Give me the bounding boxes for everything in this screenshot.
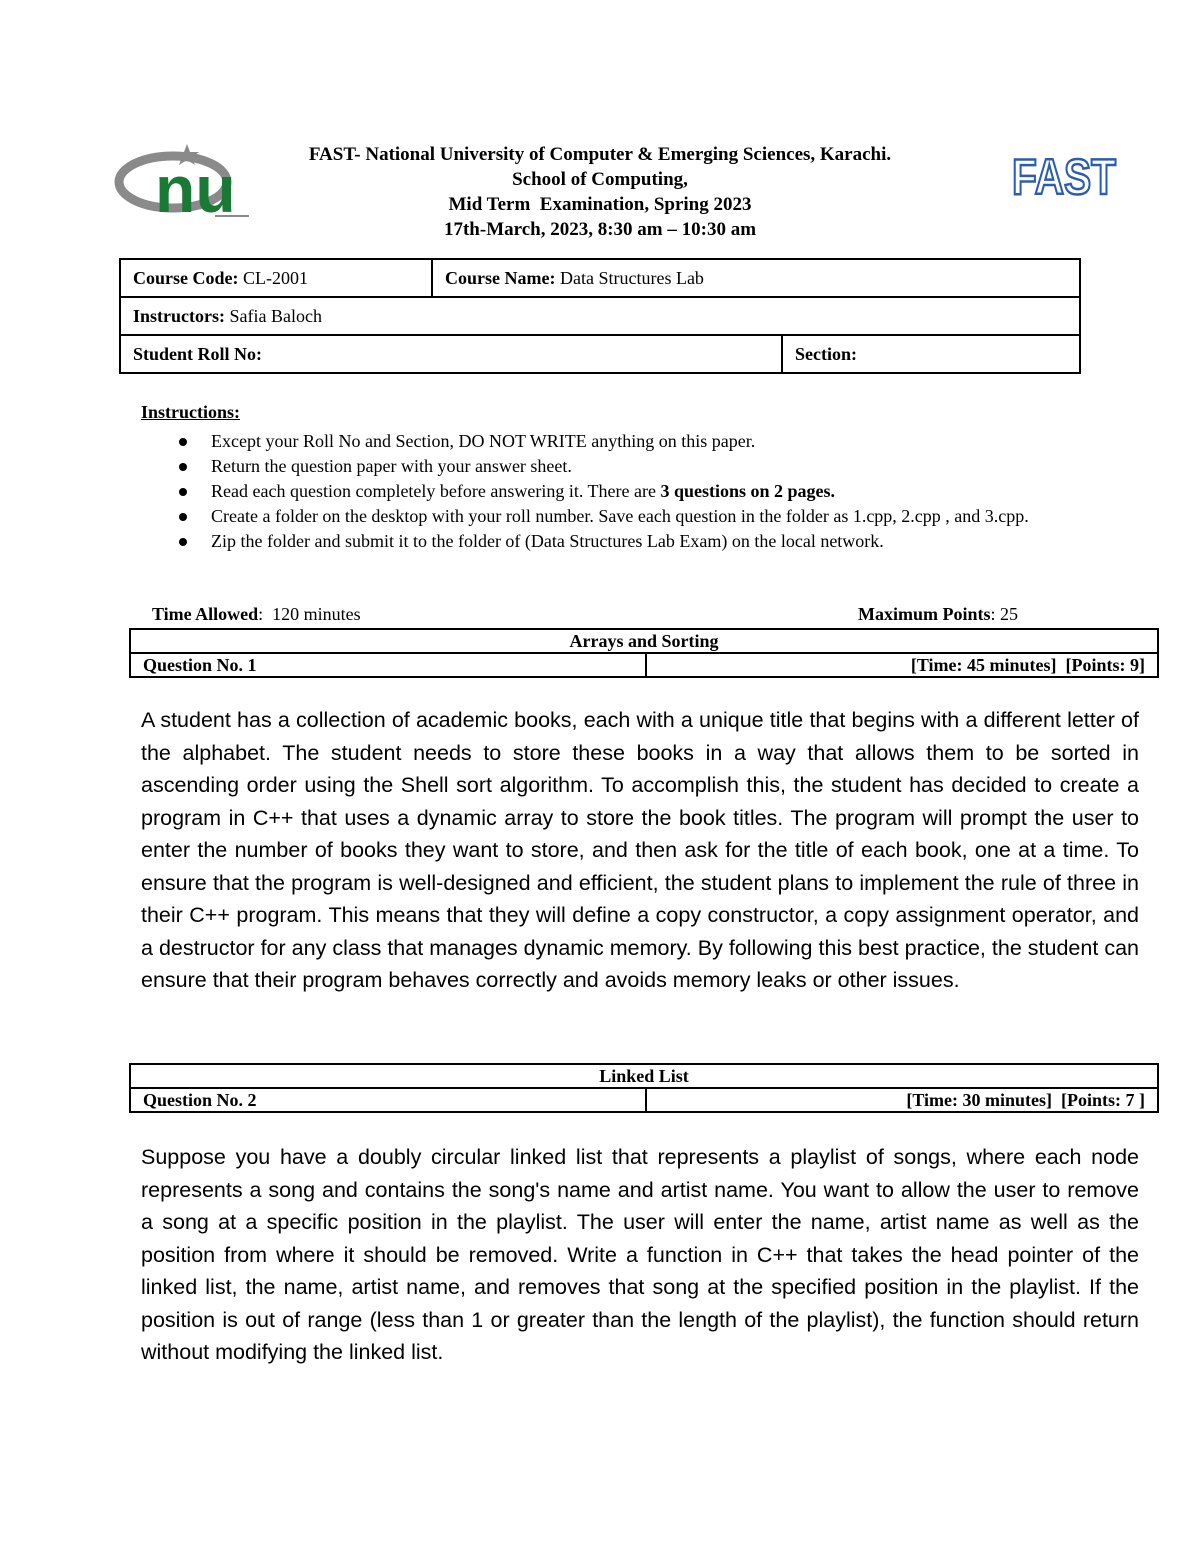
question-2-number: Question No. 2 [130, 1088, 646, 1112]
school-name: School of Computing, [512, 169, 688, 190]
time-allowed-value: : 120 minutes [258, 604, 361, 624]
section-label: Section: [795, 343, 857, 364]
course-name-label: Course Name: [445, 267, 556, 288]
question-2-text: Suppose you have a doubly circular linked list that represents a playlist of songs, where each node represents a song and contains the song's name and artist name. You want to allow the user to remove a song at a specific position in the playlist. The user will enter the name, artist name as well as the position from where it should be removed. Write a function in C++ that takes the head pointer of the linked list, the name, artist name, and removes that song at the specified position in the playlist. If the position is out of range (less than 1 or greater than the length of the playlist), the function should return without modifying the linked list. [141, 1145, 1139, 1364]
svg-text:FAST: FAST [1012, 149, 1116, 205]
question-1-number: Question No. 1 [130, 653, 646, 677]
instruction-text: Read each question completely before answering it. There are [211, 481, 661, 501]
course-code-label: Course Code: [133, 267, 239, 288]
exam-title: Mid Term Examination, Spring 2023 [448, 194, 752, 215]
instruction-item: Zip the folder and submit it to the folder of (Data Structures Lab Exam) on the local network. [141, 529, 1071, 554]
question-1-header [129, 628, 1159, 678]
section-cell[interactable] [782, 335, 1080, 373]
course-code-value: CL-2001 [243, 267, 308, 288]
instructions-title: Instructions: [141, 402, 241, 422]
svg-text:nu: nu [155, 152, 236, 226]
student-roll-label: Student Roll No: [133, 343, 263, 364]
university-name: FAST- National University of Computer & Emerging Sciences, Karachi. [308, 144, 892, 165]
instruction-emphasis: 3 questions on 2 pages. [660, 481, 836, 501]
instruction-item [141, 479, 1071, 504]
exam-header [0, 142, 1200, 242]
instructors-value: Safia Baloch [229, 305, 322, 326]
instruction-item: Create a folder on the desktop with your roll number. Save each question in the folder as 1.cpp, 2.cpp , and 3.cpp. [141, 504, 1071, 529]
question-1-section-title: Arrays and Sorting [130, 629, 1158, 653]
maximum-points [858, 604, 1018, 625]
course-info-table [119, 258, 1081, 374]
question-1-meta: [Time: 45 minutes] [Points: 9] [646, 653, 1158, 677]
course-name-cell [432, 259, 1080, 297]
course-code-cell [120, 259, 432, 297]
instructors-cell [120, 297, 1080, 335]
question-1-text: A student has a collection of academic books, each with a unique title that begins with a different letter of the alphabet. The student needs to store these books in a way that allows them to be sorted in ascending order using the Shell sort algorithm. To accomplish this, the student has decided to create a program in C++ that uses a dynamic array to store the book titles. The program will prompt the user to enter the number of books they want to store, and then ask for the title of each book, one at a time. To ensure that the program is well-designed and efficient, the student plans to implement the rule of three in their C++ program. This means that they will define a copy constructor, a copy assignment operator, and a destructor for any class that manages dynamic memory. By following this best practice, the student can ensure that their program behaves correctly and avoids memory leaks or other issues. [141, 708, 1139, 992]
time-allowed [152, 604, 361, 625]
maximum-points-label: Maximum Points [858, 604, 991, 624]
question-2-section-title: Linked List [130, 1064, 1158, 1088]
maximum-points-value: : 25 [990, 604, 1019, 624]
question-2-meta: [Time: 30 minutes] [Points: 7 ] [646, 1088, 1158, 1112]
student-roll-cell[interactable] [120, 335, 782, 373]
instruction-item: Except your Roll No and Section, DO NOT WRITE anything on this paper. [141, 429, 1071, 454]
instructors-label: Instructors: [133, 305, 225, 326]
instructions-list [141, 429, 1071, 554]
instruction-item: Return the question paper with your answer sheet. [141, 454, 1071, 479]
time-allowed-label: Time Allowed [152, 604, 259, 624]
question-2-header [129, 1063, 1159, 1113]
instructions-block [141, 402, 1071, 554]
exam-date-time: 17th-March, 2023, 8:30 am – 10:30 am [443, 219, 757, 240]
course-name-value: Data Structures Lab [559, 267, 704, 288]
